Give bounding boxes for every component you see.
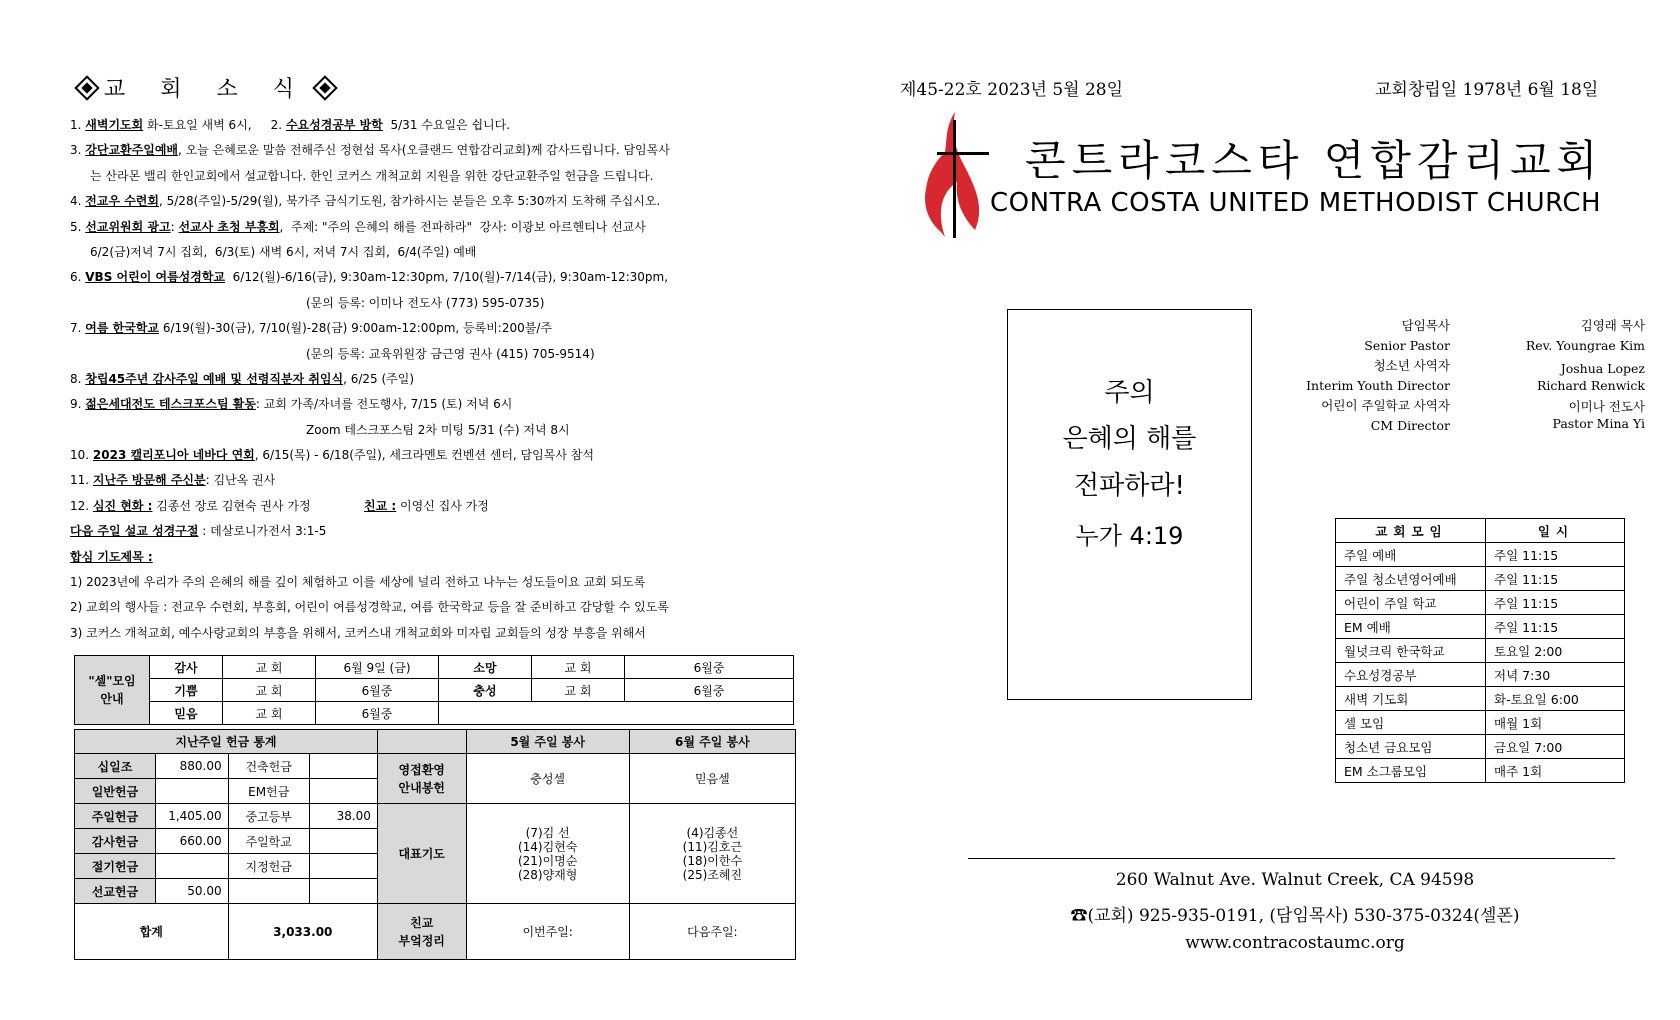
news-text: 7. <box>70 321 86 336</box>
staff-name: Pastor Mina Yi <box>1552 416 1645 431</box>
news-list <box>70 113 810 646</box>
news-heading: 선교사 초청 부흥회 <box>178 219 280 234</box>
news-text: : 데살로니가전서 3:1-5 <box>198 524 327 539</box>
prayer-entry: (7)김 선 <box>525 825 570 840</box>
schedule-meeting: 청소년 금요모임 <box>1336 735 1486 759</box>
diamond-icon <box>312 75 337 100</box>
issue-line: 제45-22호 2023년 5월 28일 <box>900 80 1124 100</box>
church-phone: ☎(교회) 925-935-0191, (담임목사) 530-375-0324(셀폰) <box>1070 906 1520 926</box>
news-heading: 선교위원회 광고 <box>85 219 171 234</box>
cell-date: 6월 9일 (금) <box>316 656 439 679</box>
schedule-row <box>1336 639 1625 663</box>
news-item <box>70 494 810 519</box>
offering-label: 중고등부 <box>228 804 309 829</box>
welcome-may: 충성셀 <box>466 754 629 804</box>
cell-place: 교 회 <box>532 679 625 702</box>
news-heading: 여름 한국학교 <box>85 321 159 336</box>
offering-amount <box>309 879 377 904</box>
schedule-table <box>1335 518 1625 783</box>
offering-amount <box>309 829 377 854</box>
staff-name: 김영래 목사 <box>1580 318 1645 333</box>
prayer-entry: (25)조혜진 <box>682 867 743 882</box>
news-item <box>70 519 810 544</box>
news-text: 는 산라몬 밸리 한인교회에서 설교합니다. 한인 코커스 개척교회 지원을 위한 강단교환주일 헌금을 드립니다. <box>90 168 654 183</box>
staff-name: Joshua Lopez <box>1560 361 1645 376</box>
news-text: 5/31 수요일은 쉽니다. <box>382 118 511 132</box>
schedule-row <box>1336 711 1625 735</box>
news-item <box>70 164 810 189</box>
schedule-row <box>1336 663 1625 687</box>
prayer-entry: (14)김현숙 <box>517 839 578 854</box>
news-text: : 교회 가족/자녀를 전도행사, 7/15 (토) 저녁 6시 <box>255 397 513 412</box>
schedule-meeting: 주일 청소년영어예배 <box>1336 567 1486 591</box>
fellowship-label <box>377 904 466 960</box>
news-item <box>70 367 810 392</box>
welcome-june: 믿음셀 <box>629 754 795 804</box>
fellowship-label-line: 친교 <box>410 915 434 930</box>
offering-amount: 880.00 <box>155 754 228 779</box>
news-text: 6. <box>70 270 86 285</box>
news-text: , 주제: "주의 은혜의 해를 전파하라" 강사: 이광보 아르헨티나 선교사 <box>279 219 646 234</box>
cell-date: 6월중 <box>316 679 439 702</box>
schedule-header-meeting: 교회모임 <box>1336 519 1486 543</box>
offering-amount <box>155 779 228 804</box>
news-item <box>70 240 810 265</box>
schedule-meeting: 수요성경공부 <box>1336 663 1486 687</box>
news-heading: 강단교환주일예배 <box>85 143 179 158</box>
cell-place: 교 회 <box>223 679 316 702</box>
news-text: , 6/25 (주일) <box>343 371 415 386</box>
church-address: 260 Walnut Ave. Walnut Creek, CA 94598 <box>1115 870 1475 890</box>
offering-label: 지정헌금 <box>228 854 309 879</box>
cell-date: 6월중 <box>625 656 794 679</box>
may-service-header: 5월 주일 봉사 <box>466 730 629 754</box>
cell-name: 믿음 <box>150 702 223 725</box>
total-label: 합계 <box>75 904 229 960</box>
church-website[interactable]: www.contracostaumc.org <box>1185 933 1405 953</box>
news-item <box>70 418 810 443</box>
news-heading: 지난주 방문해 주신분 <box>92 473 206 488</box>
prayer-entry: (28)양재형 <box>517 867 578 882</box>
cell-name: 충성 <box>439 679 532 702</box>
cell-name: 기쁨 <box>150 679 223 702</box>
news-text: (문의 등록: 교육위원장 금근영 권사 (415) 705-9514) <box>306 346 595 361</box>
cell-date: 6월중 <box>316 702 439 725</box>
news-heading: VBS 어린이 여름성경학교 <box>85 270 226 285</box>
news-text: 3) 코커스 개척교회, 예수사랑교회의 부흥을 위해서, 코커스내 개척교회와 미자립 교회들의 성장 부흥을 위해서 <box>70 625 646 640</box>
schedule-time: 매월 1회 <box>1486 711 1625 735</box>
news-item <box>70 138 810 163</box>
offering-label: 감사헌금 <box>75 829 156 854</box>
prayer-label: 대표기도 <box>377 804 466 904</box>
news-heading: 새벽기도회 <box>85 118 144 132</box>
news-text: 6/12(월)-6/16(금), 9:30am-12:30pm, 7/10(월)-7/14(금), 9:30am-12:30pm, <box>225 270 669 285</box>
schedule-time: 주일 11:15 <box>1486 591 1625 615</box>
offering-amount: 50.00 <box>155 879 228 904</box>
fellowship-label-line: 부엌정리 <box>398 933 445 948</box>
offering-label: 십일조 <box>75 754 156 779</box>
staff-name: Richard Renwick <box>1537 378 1645 393</box>
cell-label-line: 안내 <box>100 692 124 706</box>
staff-role: CM Director <box>1370 418 1450 433</box>
news-text: : 김난옥 권사 <box>205 473 276 488</box>
diamond-icon <box>74 75 99 100</box>
news-heading: 합심 기도제목 : <box>70 549 153 564</box>
schedule-time: 금요일 7:00 <box>1486 735 1625 759</box>
news-item <box>70 570 810 595</box>
offering-amount <box>309 754 377 779</box>
church-name-english: CONTRA COSTA UNITED METHODIST CHURCH <box>990 188 1602 218</box>
schedule-row <box>1336 591 1625 615</box>
schedule-header-time: 일시 <box>1486 519 1625 543</box>
divider <box>968 858 1615 859</box>
news-text: (문의 등록: 이미나 전도사 (773) 595-0735) <box>306 295 545 310</box>
schedule-time: 주일 11:15 <box>1486 615 1625 639</box>
theme-line: 전파하라! <box>1074 471 1185 501</box>
news-text: 6/2(금)저녁 7시 집회, 6/3(토) 새벽 6시, 저녁 7시 집회, 6/4(주일) 예배 <box>90 244 477 259</box>
news-text: 4. <box>70 194 86 209</box>
news-text: , 5/28(주일)-5/29(월), 북가주 금식기도원, 참가하시는 분들은 오후 5:30까지 도착해 주십시오. <box>159 194 661 209</box>
schedule-meeting: 주일 예배 <box>1336 543 1486 567</box>
staff-name: Rev. Youngrae Kim <box>1525 338 1645 353</box>
news-text: 12. <box>70 498 93 513</box>
theme-line: 주의 <box>1104 378 1155 408</box>
news-text: 8. <box>70 371 86 386</box>
news-title <box>70 72 342 103</box>
schedule-row <box>1336 543 1625 567</box>
schedule-meeting: EM 예배 <box>1336 615 1486 639</box>
news-text: 10. <box>70 448 93 463</box>
staff-role: 청소년 사역자 <box>1373 358 1450 373</box>
fellowship-this-week: 이번주일: <box>466 904 629 960</box>
prayer-entry: (21)이명순 <box>517 853 578 868</box>
cell-name: 감사 <box>150 656 223 679</box>
cell-label-line: "셀"모임 <box>88 674 136 688</box>
offering-amount: 660.00 <box>155 829 228 854</box>
schedule-time: 화-토요일 6:00 <box>1486 687 1625 711</box>
news-heading: 수요성경공부 방학 <box>285 118 383 132</box>
news-text: 6/19(월)-30(금), 7/10(월)-28(금) 9:00am-12:00pm, 등록비:200불/주 <box>159 321 552 336</box>
offering-blank-header <box>377 730 466 754</box>
prayer-entry: (11)김호근 <box>682 839 743 854</box>
offering-stats-header: 지난주일 헌금 통계 <box>75 730 378 754</box>
fellowship-next-week: 다음주일: <box>629 904 795 960</box>
news-text: , 6/15(목) - 6/18(주일), 세크라멘토 컨벤션 센터, 담임목사 참석 <box>254 448 594 463</box>
schedule-time: 주일 11:15 <box>1486 567 1625 591</box>
welcome-label-line: 영접환영 <box>398 762 445 777</box>
news-heading: 창립45주년 감사주일 예배 및 선령직분자 취임식 <box>85 371 344 386</box>
news-text: 2) 교회의 행사들 : 전교우 수련회, 부흥회, 어린이 여름성경학교, 여름 한국학교 등을 잘 준비하고 감당할 수 있도록 <box>70 600 669 615</box>
prayer-may <box>466 804 629 904</box>
news-heading: 젊은세대전도 테스크포스팀 활동 <box>85 397 256 412</box>
news-heading: 친교 : <box>364 498 397 513</box>
cell-name: 소망 <box>439 656 532 679</box>
news-heading: 2023 캘리포니아 네바다 연회 <box>92 448 255 463</box>
schedule-meeting: 월넛크릭 한국학교 <box>1336 639 1486 663</box>
news-item <box>70 595 810 620</box>
sermon-theme-box <box>1007 309 1252 700</box>
news-text: 1) 2023년에 우리가 주의 은혜의 해를 깊이 체험하고 이를 세상에 널리 전하고 나누는 성도들이요 교회 되도록 <box>70 575 646 590</box>
news-item <box>70 342 810 367</box>
news-title-text: 교 회 소 식 <box>104 77 308 102</box>
offering-label: 건축헌금 <box>228 754 309 779</box>
offering-amount <box>155 854 228 879</box>
schedule-time: 매주 1회 <box>1486 759 1625 783</box>
staff-roles <box>1240 316 1450 436</box>
founded-date: 교회창립일 1978년 6월 18일 <box>1375 80 1599 100</box>
news-text: : <box>170 219 179 234</box>
staff-role: Senior Pastor <box>1364 338 1450 353</box>
schedule-meeting: 어린이 주일 학교 <box>1336 591 1486 615</box>
offering-label: 주일헌금 <box>75 804 156 829</box>
schedule-time: 토요일 2:00 <box>1486 639 1625 663</box>
news-item <box>70 468 810 493</box>
cell-meeting-table <box>74 655 794 725</box>
news-heading: 심진 현화 : <box>92 498 153 513</box>
news-text: 5. <box>70 219 86 234</box>
news-item <box>70 189 810 214</box>
news-item <box>70 316 810 341</box>
news-item <box>70 392 810 417</box>
news-text: 화-토요일 새벽 6시, 2. <box>143 118 286 132</box>
cell-place: 교 회 <box>223 702 316 725</box>
prayer-june <box>629 804 795 904</box>
news-item <box>70 621 810 646</box>
welcome-label-line: 안내봉헌 <box>398 780 445 795</box>
schedule-row <box>1336 759 1625 783</box>
schedule-row <box>1336 615 1625 639</box>
news-item <box>70 443 810 468</box>
offering-amount: 38.00 <box>309 804 377 829</box>
offering-amount <box>309 779 377 804</box>
offering-label: 일반헌금 <box>75 779 156 804</box>
news-text: 이영신 집사 가정 <box>396 498 489 513</box>
schedule-row <box>1336 567 1625 591</box>
prayer-entry: (4)김종선 <box>686 825 739 840</box>
news-text: 11. <box>70 473 93 488</box>
cell-place: 교 회 <box>532 656 625 679</box>
news-item <box>70 291 810 316</box>
offering-amount <box>309 854 377 879</box>
theme-line: 은혜의 해를 <box>1062 424 1197 454</box>
church-name-korean: 콘트라코스타 연합감리교회 <box>1025 136 1604 185</box>
offering-table <box>74 729 796 960</box>
welcome-label <box>377 754 466 804</box>
news-heading: 다음 주일 설교 성경구절 <box>70 524 199 539</box>
schedule-meeting: EM 소그룹모임 <box>1336 759 1486 783</box>
news-text: 3. <box>70 143 86 158</box>
schedule-meeting: 셀 모임 <box>1336 711 1486 735</box>
news-text: Zoom 테스크포스팀 2차 미팅 5/31 (수) 저녁 8시 <box>306 422 570 437</box>
news-item <box>70 545 810 570</box>
cell-empty <box>439 702 794 725</box>
june-service-header: 6월 주일 봉사 <box>629 730 795 754</box>
news-text: 1. <box>70 118 86 132</box>
cell-meeting-label <box>75 656 150 725</box>
news-item <box>70 215 810 240</box>
schedule-time: 저녁 7:30 <box>1486 663 1625 687</box>
news-text: 김종선 장로 김현숙 권사 가정 <box>152 498 365 513</box>
staff-role: 어린이 주일학교 사역자 <box>1321 398 1450 413</box>
total-value: 3,033.00 <box>228 904 377 960</box>
cell-date: 6월중 <box>625 679 794 702</box>
staff-role: 담임목사 <box>1401 318 1450 333</box>
offering-label: EM헌금 <box>228 779 309 804</box>
prayer-entry: (18)이한수 <box>682 853 743 868</box>
news-text: , 오늘 은혜로운 말씀 전해주신 정현섭 목사(오클랜드 연합감리교회)께 감사드립니다. 담임목사 <box>178 143 670 158</box>
cell-place: 교 회 <box>223 656 316 679</box>
cross-flame-logo-icon <box>905 112 995 252</box>
schedule-row <box>1336 735 1625 759</box>
schedule-time: 주일 11:15 <box>1486 543 1625 567</box>
theme-verse: 누가 4:19 <box>1075 522 1184 550</box>
offering-label <box>228 879 309 904</box>
news-heading: 전교우 수련회 <box>85 194 159 209</box>
staff-names <box>1460 316 1645 432</box>
schedule-meeting: 새벽 기도회 <box>1336 687 1486 711</box>
schedule-row <box>1336 687 1625 711</box>
staff-name: 이미나 전도사 <box>1568 399 1645 414</box>
staff-role: Interim Youth Director <box>1306 378 1450 393</box>
offering-label: 절기헌금 <box>75 854 156 879</box>
offering-label: 주일학교 <box>228 829 309 854</box>
offering-label: 선교헌금 <box>75 879 156 904</box>
news-item <box>70 113 810 138</box>
offering-amount: 1,405.00 <box>155 804 228 829</box>
news-text: 9. <box>70 397 86 412</box>
news-item <box>70 265 810 290</box>
